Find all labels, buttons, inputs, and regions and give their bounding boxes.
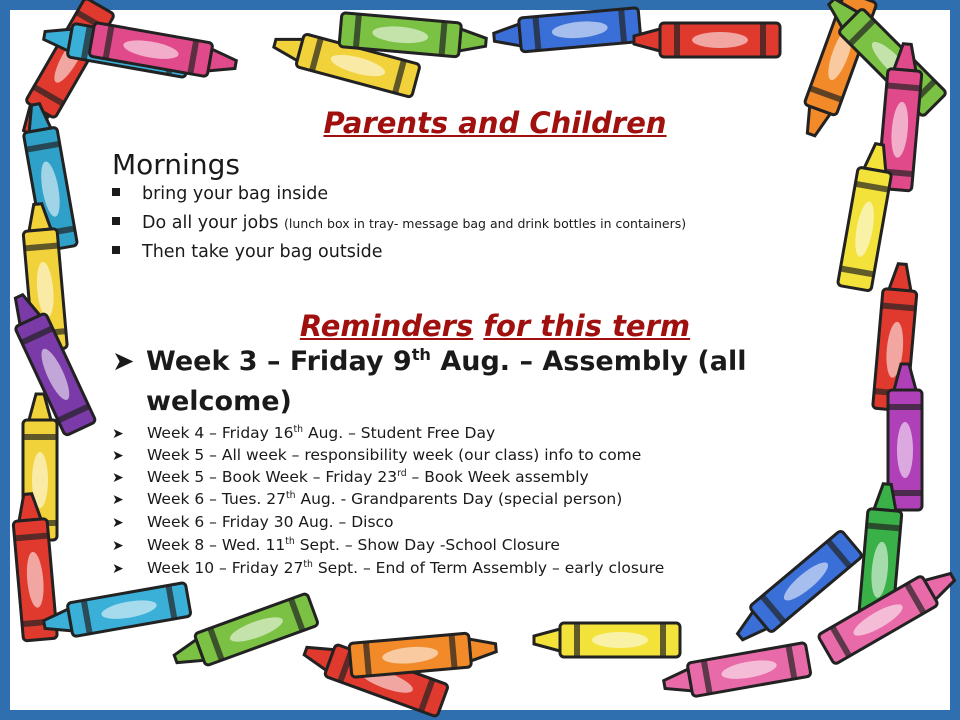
reminder-highlight: ➤ Week 3 – Friday 9th Aug. – Assembly (all [112, 345, 747, 377]
arrow-bullet-icon: ➤ [112, 426, 124, 442]
parents-title: Parents and Children [323, 106, 667, 140]
square-bullet-icon [112, 217, 120, 225]
reminder-highlight-line2: welcome) [146, 386, 292, 417]
reminder-item: ➤ Week 6 – Friday 30 Aug. – Disco [112, 513, 394, 531]
arrow-bullet-icon: ➤ [112, 346, 135, 377]
reminder-item: ➤ Week 8 – Wed. 11th Sept. – Show Day -School Closure [112, 535, 560, 554]
mornings-item: Then take your bag outside [112, 242, 383, 262]
arrow-bullet-icon: ➤ [112, 492, 124, 508]
arrow-bullet-icon: ➤ [112, 515, 124, 531]
arrow-bullet-icon: ➤ [112, 561, 124, 577]
square-bullet-icon [112, 188, 120, 196]
mornings-item: Do all your jobs (lunch box in tray- message bag and drink bottles in containers) [112, 213, 686, 233]
square-bullet-icon [112, 246, 120, 254]
mornings-item: bring your bag inside [112, 184, 328, 204]
reminder-item: ➤ Week 10 – Friday 27th Sept. – End of Term Assembly – early closure [112, 558, 665, 577]
arrow-bullet-icon: ➤ [112, 448, 124, 464]
mornings-heading: Mornings [112, 148, 240, 181]
arrow-bullet-icon: ➤ [112, 470, 124, 486]
reminder-item: ➤ Week 6 – Tues. 27th Aug. - Grandparents Day (special person) [112, 489, 623, 508]
reminders-title: Reminders for this term [299, 309, 691, 343]
reminder-item: ➤ Week 5 – All week – responsibility week (our class) info to come [112, 446, 642, 464]
arrow-bullet-icon: ➤ [112, 538, 124, 554]
reminder-item: ➤ Week 5 – Book Week – Friday 23rd – Book Week assembly [112, 467, 589, 486]
reminder-item: ➤ Week 4 – Friday 16th Aug. – Student Free Day [112, 423, 496, 442]
